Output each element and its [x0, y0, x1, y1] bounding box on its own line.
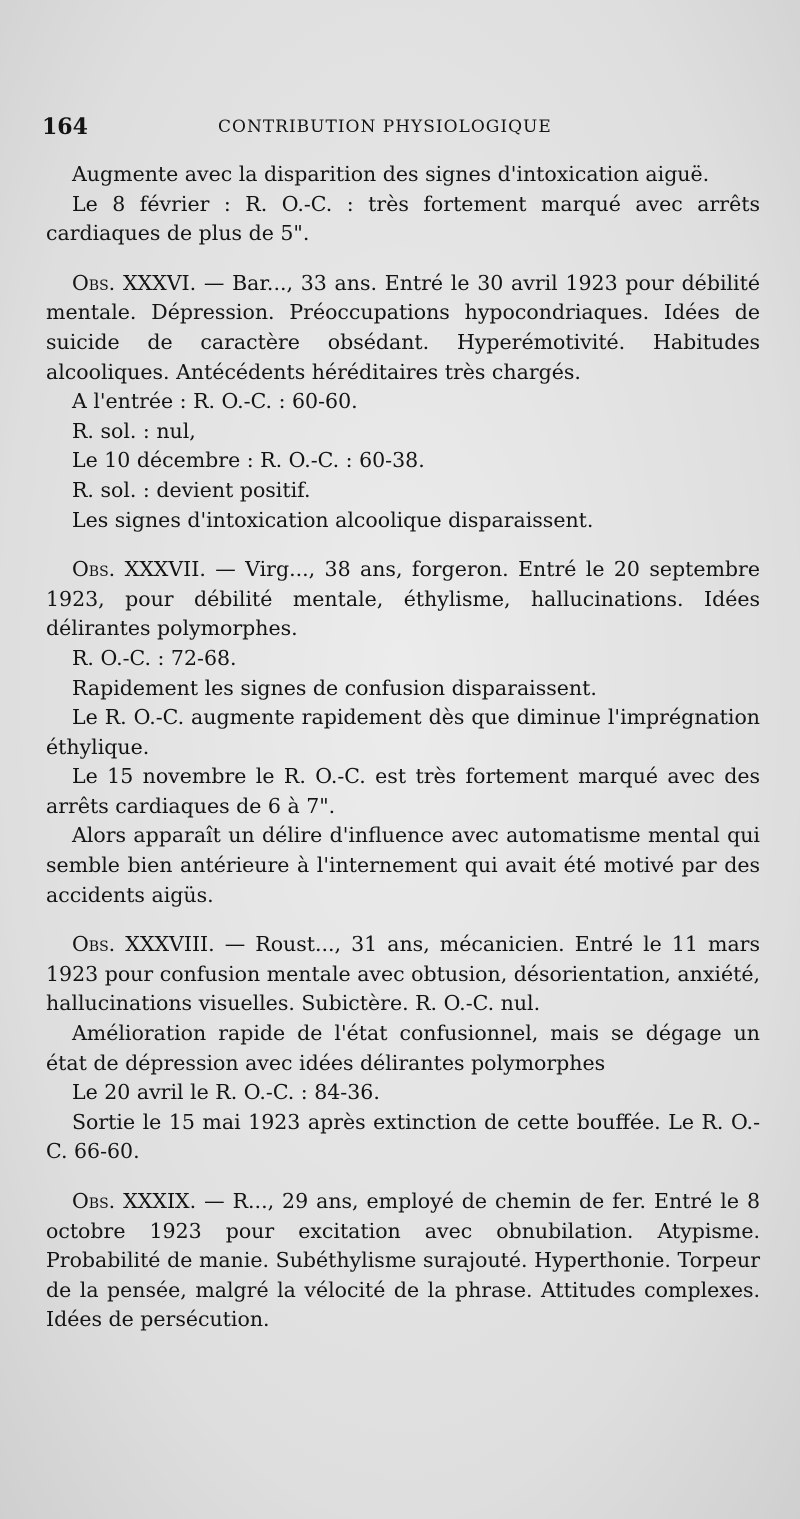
paragraph: Alors apparaît un délire d'influence avec automatisme mental qui semble bien antérieure à l'internement qui avait été motivé par des accidents aigüs. — [46, 823, 760, 907]
paragraph: Le 20 avril le R. O.-C. : 84-36. — [72, 1080, 380, 1105]
observation-text: XXXVII. — Virg..., 38 ans, forgeron. Entré le 20 septembre 1923, pour débilité mentale, éthylisme, hallucinations. Idées délirantes polymorphes. — [46, 557, 760, 641]
paragraph: Le R. O.-C. augmente rapidement dès que diminue l'imprégnation éthylique. — [46, 705, 760, 759]
paragraph: Rapidement les signes de confusion disparaissent. — [72, 675, 597, 700]
paragraph: Le 10 décembre : R. O.-C. : 60-38. — [72, 448, 425, 473]
observation-text: XXXIX. — R..., 29 ans, employé de chemin de fer. Entré le 8 octobre 1923 pour excitation avec obnubilation. Atypisme. Probabilité de manie. Subéthylisme surajouté. Hyperthonie. Torpeur de la pensée, malgré la vélocité de la phrase. Attitudes complexes. Idées de persécution. — [46, 1189, 760, 1332]
paragraph: Augmente avec la disparition des signes d'intoxication aiguë. — [72, 162, 710, 186]
observation-paragraph — [46, 930, 760, 1019]
paragraph: Amélioration rapide de l'état confusionnel, mais se dégage un état de dépression avec idées délirantes polymorphes — [46, 1021, 760, 1075]
obs-label: Obs. — [72, 1189, 116, 1213]
obs-label: Obs. — [72, 270, 116, 295]
paragraph: A l'entrée : R. O.-C. : 60-60. — [72, 389, 358, 414]
running-title: CONTRIBUTION PHYSIOLOGIQUE — [218, 117, 552, 137]
observation-paragraph — [46, 1187, 760, 1335]
observation-paragraph — [46, 269, 760, 387]
obs-label: Obs. — [72, 557, 116, 582]
page-body — [46, 160, 760, 1335]
paragraph: Les signes d'intoxication alcoolique disparaissent. — [72, 507, 594, 532]
paragraph: R. sol. : devient positif. — [72, 477, 311, 502]
observation-text: XXXVI. — Bar..., 33 ans. Entré le 30 avril 1923 pour débilité mentale. Dépression. Préoccupations hypocondriaques. Idées de suicide de caractère obsédant. Hyperémotivité. Habitudes alcooliques. Antécédents héréditaires très chargés. — [46, 270, 760, 384]
paragraph: R. O.-C. : 72-68. — [72, 645, 237, 670]
observation-text: XXXVIII. — Roust..., 31 ans, mécanicien. Entré le 11 mars 1923 pour confusion mentale avec obtusion, désorientation, anxiété, hallucinations visuelles. Subictère. R. O.-C. nul. — [46, 932, 760, 1016]
page-header — [42, 114, 762, 148]
paragraph: Sortie le 15 mai 1923 après extinction de cette bouffée. Le R. O.-C. 66-60. — [46, 1109, 760, 1164]
paragraph: R. sol. : nul, — [72, 418, 196, 443]
paragraph: Le 15 novembre le R. O.-C. est très fortement marqué avec des arrêts cardiaques de 6 à 7". — [46, 764, 760, 818]
observation-paragraph — [46, 555, 760, 644]
paragraph: Le 8 février : R. O.-C. : très fortement marqué avec arrêts cardiaques de plus de 5". — [46, 191, 760, 246]
page-number: 164 — [42, 114, 88, 140]
obs-label: Obs. — [72, 932, 116, 957]
